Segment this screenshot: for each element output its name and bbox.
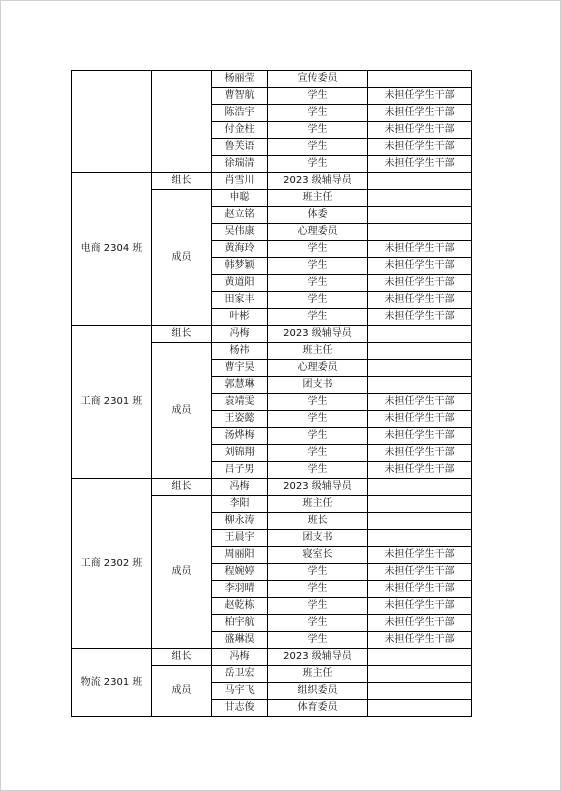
member-name: 刘锦翔 bbox=[212, 445, 268, 462]
member-name: 肖雪川 bbox=[212, 173, 268, 190]
roster-body bbox=[72, 71, 472, 717]
member-note bbox=[368, 377, 472, 394]
member-role: 班主任 bbox=[268, 666, 368, 683]
member-note: 未担任学生干部 bbox=[368, 309, 472, 326]
member-role: 学生 bbox=[268, 428, 368, 445]
member-note: 未担任学生干部 bbox=[368, 462, 472, 479]
member-name: 杨丽莹 bbox=[212, 71, 268, 88]
member-name: 冯梅 bbox=[212, 326, 268, 343]
member-name: 袁靖雯 bbox=[212, 394, 268, 411]
member-role: 学生 bbox=[268, 156, 368, 173]
group-cell bbox=[152, 71, 212, 173]
member-name: 吴伟康 bbox=[212, 224, 268, 241]
member-name: 李羽晴 bbox=[212, 581, 268, 598]
member-note bbox=[368, 530, 472, 547]
member-note bbox=[368, 496, 472, 513]
member-note bbox=[368, 649, 472, 666]
member-role: 2023 级辅导员 bbox=[268, 479, 368, 496]
member-role: 心理委员 bbox=[268, 360, 368, 377]
member-role: 2023 级辅导员 bbox=[268, 649, 368, 666]
member-note: 未担任学生干部 bbox=[368, 88, 472, 105]
member-role: 学生 bbox=[268, 581, 368, 598]
member-role: 学生 bbox=[268, 241, 368, 258]
member-name: 赵乾栋 bbox=[212, 598, 268, 615]
member-name: 田家丰 bbox=[212, 292, 268, 309]
member-role: 学生 bbox=[268, 411, 368, 428]
member-role: 体委 bbox=[268, 207, 368, 224]
class-cell bbox=[72, 71, 152, 173]
member-role: 学生 bbox=[268, 445, 368, 462]
member-name: 郭慧琳 bbox=[212, 377, 268, 394]
member-role: 学生 bbox=[268, 394, 368, 411]
member-note bbox=[368, 326, 472, 343]
member-name: 柳永涛 bbox=[212, 513, 268, 530]
member-role: 班长 bbox=[268, 513, 368, 530]
table-row bbox=[72, 479, 472, 496]
leader-label: 组长 bbox=[152, 326, 212, 343]
table-row bbox=[72, 173, 472, 190]
member-role: 心理委员 bbox=[268, 224, 368, 241]
member-note: 未担任学生干部 bbox=[368, 411, 472, 428]
member-name: 曹智航 bbox=[212, 88, 268, 105]
member-name: 申聪 bbox=[212, 190, 268, 207]
member-note: 未担任学生干部 bbox=[368, 428, 472, 445]
member-name: 陈浩宇 bbox=[212, 105, 268, 122]
member-name: 马宇飞 bbox=[212, 683, 268, 700]
member-name: 冯梅 bbox=[212, 649, 268, 666]
member-note bbox=[368, 513, 472, 530]
member-role: 学生 bbox=[268, 632, 368, 649]
member-note: 未担任学生干部 bbox=[368, 564, 472, 581]
member-name: 黄海玲 bbox=[212, 241, 268, 258]
member-name: 吕子男 bbox=[212, 462, 268, 479]
member-name: 黄道阳 bbox=[212, 275, 268, 292]
member-role: 班主任 bbox=[268, 496, 368, 513]
member-name: 岳卫宏 bbox=[212, 666, 268, 683]
leader-label: 组长 bbox=[152, 479, 212, 496]
member-role: 组织委员 bbox=[268, 683, 368, 700]
member-note: 未担任学生干部 bbox=[368, 598, 472, 615]
member-role: 学生 bbox=[268, 598, 368, 615]
member-role: 班主任 bbox=[268, 190, 368, 207]
member-note bbox=[368, 700, 472, 717]
member-label: 成员 bbox=[152, 496, 212, 649]
member-role: 学生 bbox=[268, 275, 368, 292]
member-note bbox=[368, 479, 472, 496]
member-note bbox=[368, 173, 472, 190]
member-note bbox=[368, 343, 472, 360]
member-name: 付金柱 bbox=[212, 122, 268, 139]
member-role: 学生 bbox=[268, 88, 368, 105]
member-note bbox=[368, 224, 472, 241]
member-note: 未担任学生干部 bbox=[368, 105, 472, 122]
member-role: 学生 bbox=[268, 292, 368, 309]
member-role: 宣传委员 bbox=[268, 71, 368, 88]
member-name: 冯梅 bbox=[212, 479, 268, 496]
member-name: 周丽阳 bbox=[212, 547, 268, 564]
member-role: 2023 级辅导员 bbox=[268, 173, 368, 190]
member-name: 程婉婷 bbox=[212, 564, 268, 581]
member-note: 未担任学生干部 bbox=[368, 275, 472, 292]
member-name: 王姿懿 bbox=[212, 411, 268, 428]
member-note bbox=[368, 666, 472, 683]
member-note: 未担任学生干部 bbox=[368, 394, 472, 411]
member-role: 团支书 bbox=[268, 530, 368, 547]
member-label: 成员 bbox=[152, 190, 212, 326]
member-role: 学生 bbox=[268, 462, 368, 479]
table-row bbox=[72, 326, 472, 343]
table-row bbox=[72, 71, 472, 88]
member-name: 盛琳淏 bbox=[212, 632, 268, 649]
class-name: 物流 2301 班 bbox=[72, 649, 152, 717]
member-note: 未担任学生干部 bbox=[368, 258, 472, 275]
member-note: 未担任学生干部 bbox=[368, 241, 472, 258]
member-name: 杨祎 bbox=[212, 343, 268, 360]
member-note: 未担任学生干部 bbox=[368, 615, 472, 632]
member-note: 未担任学生干部 bbox=[368, 547, 472, 564]
member-note: 未担任学生干部 bbox=[368, 156, 472, 173]
member-role: 学生 bbox=[268, 309, 368, 326]
member-role: 学生 bbox=[268, 258, 368, 275]
member-note: 未担任学生干部 bbox=[368, 122, 472, 139]
member-role: 团支书 bbox=[268, 377, 368, 394]
member-note: 未担任学生干部 bbox=[368, 139, 472, 156]
member-name: 汤烨梅 bbox=[212, 428, 268, 445]
member-note: 未担任学生干部 bbox=[368, 445, 472, 462]
class-name: 工商 2302 班 bbox=[72, 479, 152, 649]
member-role: 班主任 bbox=[268, 343, 368, 360]
member-name: 徐瑞清 bbox=[212, 156, 268, 173]
member-name: 李阳 bbox=[212, 496, 268, 513]
member-role: 学生 bbox=[268, 615, 368, 632]
member-role: 学生 bbox=[268, 139, 368, 156]
member-name: 韩梦颖 bbox=[212, 258, 268, 275]
member-note: 未担任学生干部 bbox=[368, 292, 472, 309]
member-role: 2023 级辅导员 bbox=[268, 326, 368, 343]
roster-table bbox=[71, 70, 472, 717]
member-note bbox=[368, 207, 472, 224]
member-name: 柏宇航 bbox=[212, 615, 268, 632]
member-role: 体育委员 bbox=[268, 700, 368, 717]
leader-label: 组长 bbox=[152, 173, 212, 190]
member-name: 曹宇昊 bbox=[212, 360, 268, 377]
member-name: 赵立铭 bbox=[212, 207, 268, 224]
member-label: 成员 bbox=[152, 666, 212, 717]
table-row bbox=[72, 649, 472, 666]
member-note bbox=[368, 71, 472, 88]
member-note bbox=[368, 683, 472, 700]
member-role: 学生 bbox=[268, 564, 368, 581]
member-note: 未担任学生干部 bbox=[368, 632, 472, 649]
member-role: 学生 bbox=[268, 105, 368, 122]
member-name: 叶彬 bbox=[212, 309, 268, 326]
class-name: 工商 2301 班 bbox=[72, 326, 152, 479]
member-name: 王晨宇 bbox=[212, 530, 268, 547]
member-name: 甘志俊 bbox=[212, 700, 268, 717]
member-label: 成员 bbox=[152, 343, 212, 479]
member-note: 未担任学生干部 bbox=[368, 581, 472, 598]
member-role: 寝室长 bbox=[268, 547, 368, 564]
member-role: 学生 bbox=[268, 122, 368, 139]
class-name: 电商 2304 班 bbox=[72, 173, 152, 326]
member-note bbox=[368, 360, 472, 377]
leader-label: 组长 bbox=[152, 649, 212, 666]
member-name: 鲁芙语 bbox=[212, 139, 268, 156]
member-note bbox=[368, 190, 472, 207]
